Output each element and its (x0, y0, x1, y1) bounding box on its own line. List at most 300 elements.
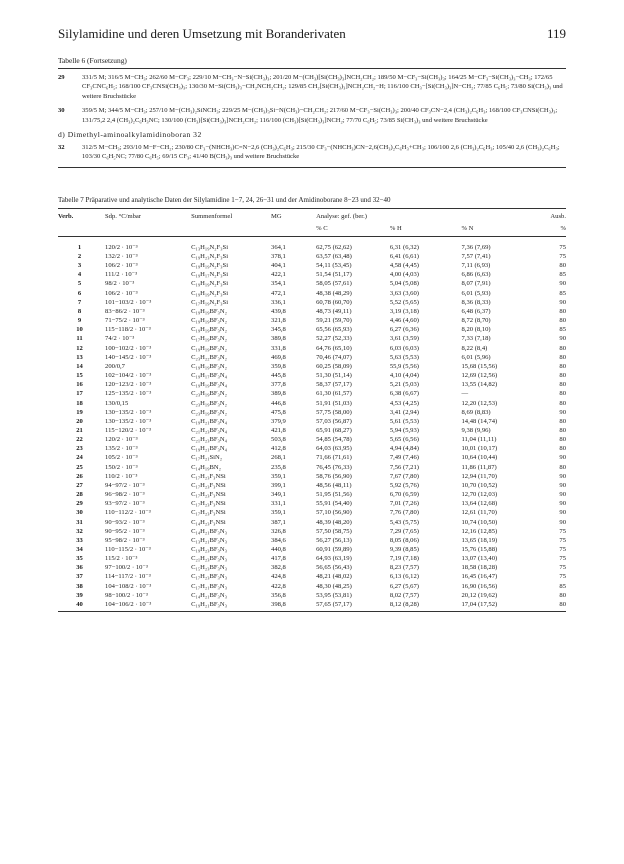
cell-formel: C₂₁H₂₃BF₃N₄ (191, 436, 227, 444)
cell-formel: C₁₉H₁₉BF₃N₂ (191, 317, 227, 325)
cell-c: 54,11 (53,45) (316, 262, 352, 270)
cell-verb: 30 (76, 509, 83, 517)
page-title: Silylamidine und deren Umsetzung mit Boranderivaten (58, 26, 346, 41)
col-header-mg: MG (271, 208, 316, 221)
cell-n: 12,70 (12,03) (461, 491, 498, 499)
cell-ausb: 90 (559, 481, 566, 489)
cell-h: 7,76 (7,80) (389, 509, 419, 517)
compound-number: 30 (58, 107, 65, 115)
cell-verb: 4 (77, 271, 82, 279)
table-row (58, 453, 566, 462)
cell-sdp: 115/2 · 10⁻³ (105, 555, 138, 563)
cell-ausb: 90 (559, 509, 566, 517)
cell-mg: 379,9 (271, 417, 286, 425)
table-row (58, 591, 566, 600)
cell-verb: 21 (76, 426, 83, 434)
cell-formel: C₁₇H₂₃BF₃N₃ (191, 573, 227, 581)
cell-c: 54,85 (54,78) (316, 436, 352, 444)
cell-formel: C₁₉H₁₇BF₃N₄ (191, 372, 227, 380)
cell-verb: 17 (76, 390, 83, 398)
ms-entry (58, 143, 566, 162)
cell-mg: 336,1 (271, 298, 286, 306)
cell-sdp: 130−135/2 · 10⁻³ (105, 408, 152, 416)
cell-verb: 35 (76, 555, 83, 563)
cell-verb: 12 (76, 344, 83, 352)
cell-h: 7,29 (7,65) (389, 527, 419, 535)
table-row (58, 508, 566, 517)
cell-c: 48,30 (48,25) (316, 582, 352, 590)
cell-c: 61,30 (61,57) (316, 390, 352, 398)
cell-verb: 22 (76, 436, 83, 444)
cell-mg: 440,8 (271, 546, 286, 553)
cell-ausb: 75 (559, 536, 566, 544)
table-row (58, 236, 566, 252)
cell-ausb: 75 (559, 253, 566, 260)
cell-ausb: 85 (559, 326, 566, 334)
cell-h: 4,10 (4,04) (389, 372, 419, 380)
cell-ausb: 80 (559, 591, 566, 599)
running-head (58, 26, 566, 50)
cell-c: 64,93 (63,19) (316, 555, 352, 563)
cell-ausb: 80 (559, 381, 566, 389)
table-row (58, 362, 566, 371)
table7-caption: Tabelle 7 Präparative und analytische Daten der Silylamidine 1−7, 24, 26−31 und der Amidinoborane 8−23 und 32−40 (58, 195, 391, 204)
table6-top-rule (58, 68, 566, 69)
cell-formel: C₁₄H₁₉BN₂ (191, 463, 221, 471)
cell-sdp: 104−108/2 · 10⁻³ (105, 582, 152, 590)
cell-formel: C₁₇H₁₉N₂F₃Si (191, 298, 229, 306)
cell-sdp: 101−103/2 · 10⁻³ (105, 298, 152, 306)
cell-sdp: 110−112/2 · 10⁻³ (105, 509, 151, 517)
cell-ausb: 80 (559, 463, 566, 471)
cell-verb: 13 (76, 353, 83, 361)
cell-h: 7,49 (7,46) (389, 454, 419, 462)
cell-n: 8,36 (8,33) (461, 298, 491, 306)
cell-n: 18,58 (18,28) (461, 564, 498, 572)
cell-n: 12,69 (12,56) (461, 372, 498, 380)
table-row (58, 399, 566, 408)
cell-verb: 37 (76, 573, 83, 581)
cell-c: 48,39 (48,20) (316, 518, 352, 526)
cell-n: 17,04 (17,52) (461, 600, 498, 608)
cell-ausb: 80 (559, 372, 566, 380)
cell-mg: 387,1 (271, 518, 286, 526)
table-row (58, 270, 566, 279)
cell-h: 7,67 (7,80) (389, 472, 419, 480)
cell-formel: C₁₄H₂₁BF₃N₃ (191, 591, 227, 599)
cell-formel: C₁₄H₂₁BF₃N₃ (191, 527, 227, 535)
cell-verb: 19 (76, 408, 83, 416)
cell-formel: C₂₁H₂₃BF₃N₄ (191, 426, 227, 434)
cell-c: 48,73 (49,11) (316, 307, 352, 315)
cell-verb: 26 (76, 472, 83, 480)
cell-verb: 6 (77, 289, 82, 297)
ms-entry (58, 73, 566, 101)
cell-sdp: 120/2 · 10⁻³ (105, 243, 138, 251)
cell-formel: C₁₉H₂₁BF₃N₄ (191, 445, 227, 453)
table-row (58, 389, 566, 398)
cell-sdp: 130−135/2 · 10⁻³ (105, 417, 152, 425)
cell-h: 7,01 (7,26) (389, 500, 419, 508)
cell-verb: 16 (76, 381, 83, 389)
cell-sdp: 115−120/2 · 10⁻³ (105, 426, 151, 434)
cell-n: 8,20 (8,10) (461, 326, 491, 334)
cell-mg: 469,8 (271, 353, 286, 361)
cell-c: 65,56 (65,93) (316, 326, 352, 334)
cell-verb: 23 (76, 445, 83, 453)
cell-sdp: 140−145/2 · 10⁻³ (105, 353, 152, 361)
cell-c: 51,30 (51,14) (316, 372, 352, 380)
cell-ausb: 90 (559, 454, 566, 462)
cell-formel: C₁₉H₁₉BF₃N₄ (191, 381, 227, 389)
cell-n: 10,70 (10,52) (461, 481, 498, 489)
cell-verb: 25 (76, 463, 83, 471)
table-row (58, 316, 566, 325)
cell-sdp: 111/2 · 10⁻³ (105, 271, 138, 279)
cell-c: 60,25 (58,09) (316, 362, 352, 370)
cell-mg: 331,1 (271, 500, 286, 508)
table-row (58, 380, 566, 389)
table-row (58, 426, 566, 435)
cell-h: 5,63 (5,53) (389, 353, 419, 361)
cell-c: 55,91 (54,40) (316, 500, 352, 508)
cell-h: 6,38 (6,67) (389, 390, 419, 398)
cell-verb: 32 (76, 527, 83, 535)
cell-mg: 421,8 (271, 426, 286, 434)
table-row (58, 289, 566, 298)
cell-n: 6,01 (5,93) (461, 289, 491, 297)
cell-ausb: 75 (559, 573, 566, 581)
cell-c: 76,45 (76,33) (316, 463, 352, 471)
cell-sdp: 120−123/2 · 10⁻³ (105, 381, 152, 389)
table-row (58, 279, 566, 288)
cell-ausb: 80 (559, 600, 566, 608)
col-header-ausb: Ausb. (535, 208, 566, 221)
table-row (58, 545, 566, 554)
cell-sdp: 90−95/2 · 10⁻³ (105, 527, 145, 535)
cell-formel: C₁₉H₁₉BF₃N₂ (191, 344, 227, 352)
cell-c: 58,76 (56,90) (316, 472, 352, 480)
cell-ausb: 85 (559, 289, 566, 297)
cell-h: 6,27 (6,36) (389, 326, 419, 334)
cell-c: 60,78 (60,70) (316, 298, 352, 306)
cell-c: 71,66 (71,61) (316, 454, 352, 462)
cell-mg: 475,8 (271, 408, 286, 416)
cell-h: 5,92 (5,76) (389, 481, 419, 489)
cell-sdp: 106/2 · 10⁻³ (105, 289, 138, 297)
table-row (58, 325, 566, 334)
table6-entries-d (58, 143, 566, 162)
cell-n: 16,45 (16,47) (461, 573, 498, 581)
cell-verb: 2 (77, 253, 82, 260)
cell-n: 15,76 (15,88) (461, 546, 498, 553)
cell-mg: 404,1 (271, 262, 286, 270)
cell-ausb: 75 (559, 527, 566, 535)
cell-h: 6,70 (6,59) (389, 491, 419, 499)
col-header-sdp: Sdp. °C/mbar (101, 208, 191, 221)
cell-c: 51,54 (51,17) (316, 271, 352, 279)
cell-sdp: 90−93/2 · 10⁻³ (105, 518, 145, 526)
cell-h: 4,46 (4,60) (389, 317, 419, 325)
cell-sdp: 74/2 · 10⁻³ (105, 335, 135, 343)
cell-c: 48,21 (48,02) (316, 573, 352, 581)
cell-ausb: 80 (559, 262, 566, 270)
cell-n: 8,22 (8,4) (461, 344, 488, 352)
cell-formel: C₁₇H₂₃F₃NSi (191, 472, 226, 480)
cell-formel: C₁₉H₁₉N₂F₃Si (191, 262, 229, 270)
ms-fragments: 331/5 M; 316/5 M−CH₃; 262/60 M−CF₃; 229/10 M−CH₃−N−Si(CH₃)₃; 201/20 M−(CH₃)[Si(CH₃)₃]NCH₂CH₂; 189/50 M−CF₃−Si(CH₃)₃; 164/25 M−CF₃−Si(CH₃)₃−CH₃; 172/65 CF₃CNC₆H₅; 168/100 CF₃CNSi(CH₃)₃; 130/30 M−Si(CH₃)₃−CH₂NCH₂CH₂; 129/85 CH₂[Si(CH₃)₃]NCH₂CH₂−H; 116/100 CH₃−[Si(CH₃)₃]N−CH₂; 77/85 C₆H₅; 73/80 Si(CH₃)₃ und weitere Bruchstücke (82, 74, 563, 100)
cell-h: 7,56 (7,21) (389, 463, 419, 471)
cell-h: 3,19 (3,18) (389, 307, 419, 315)
cell-formel: C₁₉H₁₇N₂F₃Si (191, 271, 229, 279)
table-row (58, 472, 566, 481)
cell-mg: 359,1 (271, 472, 286, 480)
cell-n: 10,01 (10,17) (461, 445, 498, 453)
cell-mg: 424,8 (271, 573, 286, 581)
cell-mg: 356,8 (271, 591, 286, 599)
cell-ausb: 80 (559, 317, 566, 325)
cell-ausb: 85 (559, 271, 566, 279)
col-header-analyse: Analyse: gef. (ber.) (316, 208, 535, 221)
cell-c: 59,21 (59,70) (316, 317, 352, 325)
cell-mg: 359,1 (271, 509, 286, 517)
cell-formel: C₁₇H₂₃F₃NSi (191, 500, 226, 508)
table-row (58, 417, 566, 426)
table-row (58, 481, 566, 490)
cell-c: 57,50 (58,75) (316, 527, 352, 535)
cell-h: 8,05 (8,06) (389, 536, 419, 544)
cell-verb: 39 (76, 591, 83, 599)
col-header-verb: Verb. (58, 208, 101, 221)
cell-mg: 268,1 (271, 454, 286, 462)
cell-mg: 331,8 (271, 344, 286, 352)
cell-mg: 321,8 (271, 317, 286, 325)
cell-n: 13,64 (12,68) (461, 500, 498, 508)
cell-n: 10,74 (10,50) (461, 518, 498, 526)
cell-verb: 15 (76, 372, 83, 380)
cell-h: 6,31 (6,32) (389, 243, 419, 251)
cell-sdp: 120/2 · 10⁻³ (105, 436, 138, 444)
cell-sdp: 130/0,15 (105, 399, 129, 407)
cell-ausb: 90 (559, 298, 566, 306)
table-row (58, 252, 566, 261)
cell-n: 9,38 (9,96) (461, 426, 491, 434)
cell-mg: 382,8 (271, 564, 286, 572)
cell-c: 57,75 (58,00) (316, 408, 352, 416)
cell-sdp: 105/2 · 10⁻³ (105, 454, 138, 462)
cell-mg: 364,1 (271, 243, 286, 251)
cell-mg: 439,8 (271, 307, 286, 315)
table-row (58, 334, 566, 343)
cell-sdp: 98/2 · 10⁻³ (105, 280, 135, 288)
table-row (58, 499, 566, 508)
cell-h: 8,02 (7,57) (389, 591, 419, 599)
cell-sdp: 71−75/2 · 10⁻³ (105, 317, 145, 325)
cell-n: 20,12 (19,62) (461, 591, 498, 599)
section-heading: d) Dimethyl-aminoalkylamidinoboran 32 (58, 130, 202, 140)
cell-formel: C₁₇H₂₃F₃NSi (191, 481, 226, 489)
cell-verb: 29 (76, 500, 83, 508)
cell-verb: 8 (77, 307, 82, 315)
cell-formel: C₁₇H₂₃F₃NSi (191, 509, 226, 517)
table-row (58, 563, 566, 572)
cell-mg: 377,8 (271, 381, 286, 389)
cell-formel: C₂₃H₁₉BF₃N₂ (191, 399, 227, 407)
cell-h: 4,94 (4,84) (389, 445, 419, 453)
ms-fragments: 359/5 M; 344/5 M−CH₃; 257/10 M−(CH₃)₂SiNCH₃; 229/25 M−(CH₃)₃Si−N(CH₃)−CH₂CH₂; 217/60 M−CF₃−Si(CH₃)₃; 200/40 CF₃CN−2,4 (CH₃)₂C₆H₃; 168/100 CF₃CNSi(CH₃)₃; 131/75,2 2,4 (CH₃)₂C₆H₃NC; 130/100 (CH₃)[Si(CH₃)₃]NCH₂CH₂; 116/100 (CH₃)[Si(CH₃)₃]NCH₂; 77/70 C₆H₅; 73/85 Si(CH₃)₃ und weitere Bruchstücke (82, 107, 558, 124)
cell-verb: 24 (76, 454, 83, 462)
cell-sdp: 104−106/2 · 10⁻³ (105, 600, 152, 608)
cell-h: 3,61 (3,59) (389, 335, 419, 343)
cell-c: 48,38 (48,29) (316, 289, 352, 297)
compound-number: 32 (58, 144, 65, 152)
cell-h: 7,19 (7,18) (389, 555, 419, 563)
cell-mg: 422,1 (271, 271, 286, 279)
cell-mg: 399,1 (271, 481, 286, 489)
cell-sdp: 132/2 · 10⁻³ (105, 253, 138, 260)
cell-mg: 378,1 (271, 253, 286, 260)
cell-sdp: 100−102/2 · 10⁻³ (105, 344, 152, 352)
cell-mg: 445,8 (271, 372, 286, 380)
cell-mg: 384,6 (271, 536, 286, 544)
table-row (58, 600, 566, 609)
table7-body (58, 236, 566, 609)
cell-ausb: 80 (559, 445, 566, 453)
cell-h: 5,94 (5,93) (389, 426, 419, 434)
table-row (58, 298, 566, 307)
cell-h: 3,63 (3,60) (389, 289, 419, 297)
table-row (58, 582, 566, 591)
cell-ausb: 85 (559, 582, 566, 590)
cell-n: 11,86 (11,87) (461, 463, 497, 471)
cell-sdp: 95−98/2 · 10⁻³ (105, 536, 145, 544)
table7 (58, 208, 566, 609)
journal-page (58, 26, 566, 612)
cell-sdp: 125−135/2 · 10⁻³ (105, 390, 152, 398)
cell-verb: 40 (76, 600, 83, 608)
cell-verb: 34 (76, 546, 83, 553)
cell-verb: 20 (76, 417, 83, 425)
cell-ausb: 80 (559, 307, 566, 315)
cell-ausb: 75 (559, 564, 566, 572)
cell-c: 65,91 (68,27) (316, 426, 352, 434)
cell-n: 12,20 (12,53) (461, 399, 498, 407)
cell-formel: C₁₉H₂₁BF₃N₃ (191, 600, 227, 608)
cell-formel: C₁₉H₁₉N₂F₃Si (191, 289, 229, 297)
cell-ausb: 90 (559, 280, 566, 288)
cell-sdp: 97−100/2 · 10⁻³ (105, 564, 148, 572)
cell-ausb: 80 (559, 426, 566, 434)
cell-c: 62,75 (62,62) (316, 243, 352, 251)
cell-ausb: 75 (559, 546, 566, 553)
cell-n: 13,65 (18,19) (461, 536, 498, 544)
cell-sdp: 98−100/2 · 10⁻³ (105, 591, 148, 599)
cell-c: 57,03 (56,87) (316, 417, 352, 425)
cell-n: 7,11 (6,93) (461, 262, 491, 270)
cell-formel: C₁₇H₂₁SiN₂ (191, 454, 223, 462)
cell-verb: 38 (76, 582, 83, 590)
cell-formel: C₁₉H₁₉BF₃N₂ (191, 362, 227, 370)
cell-c: 56,65 (56,43) (316, 564, 352, 572)
cell-ausb: 90 (559, 500, 566, 508)
cell-h: 5,61 (5,53) (389, 417, 419, 425)
cell-mg: 354,1 (271, 280, 286, 288)
cell-formel: C₁₉H₂₃BF₃N₃ (191, 546, 227, 553)
cell-formel: C₁₉H₂₃N₂F₃Si (191, 253, 229, 260)
cell-sdp: 83−86/2 · 10⁻³ (105, 307, 145, 315)
cell-formel: C₂₃H₁₉BF₃N₂ (191, 408, 227, 416)
col-header-n: % N (462, 221, 536, 237)
ms-fragments: 312/5 M−CH₃; 293/10 M−F−CH₂; 230/80 CF₃−(NHCH₃)C=N−2,6 (CH₃)₂C₆H₃; 215/30 CF₃−(NHCH₃)CN−2,6(CH₃)₂C₆H₃+CH₃; 106/100 2,6 (CH₃)₂C₆H₃; 105/40 2,6 (CH₃)₂C₆H₃; 103/30 C₆H₅NC; 77/80 C₆H₅; 69/15 CF₃; 41/40 B(CH₃)₃ und weitere Bruchstücke (82, 144, 560, 161)
cell-verb: 5 (77, 280, 82, 288)
cell-h: 8,12 (8,28) (389, 600, 419, 608)
table6-caption: Tabelle 6 (Fortsetzung) (58, 56, 127, 65)
cell-verb: 27 (76, 481, 83, 489)
cell-c: 57,65 (57,17) (316, 600, 352, 608)
cell-n: 10,64 (10,44) (461, 454, 498, 462)
cell-c: 48,56 (48,11) (316, 481, 352, 489)
table-row (58, 261, 566, 270)
page-number: 119 (546, 26, 566, 41)
cell-c: 70,46 (74,07) (316, 353, 352, 361)
cell-ausb: 80 (559, 436, 566, 444)
table-row (58, 527, 566, 536)
cell-ausb: 80 (559, 390, 566, 398)
cell-ausb: 90 (559, 472, 566, 480)
cell-verb: 36 (76, 564, 83, 572)
table-row (58, 353, 566, 362)
cell-ausb: 80 (559, 344, 566, 352)
cell-formel: C₁₃H₂₁BF₃N₃ (191, 536, 227, 544)
table-row (58, 307, 566, 316)
table-row (58, 444, 566, 453)
cell-c: 51,95 (51,56) (316, 491, 352, 499)
cell-verb: 31 (76, 518, 83, 526)
cell-sdp: 150/2 · 10⁻³ (105, 463, 138, 471)
cell-mg: 398,8 (271, 600, 286, 608)
cell-verb: 33 (76, 536, 83, 544)
cell-c: 58,05 (57,61) (316, 280, 352, 288)
cell-h: 4,53 (4,25) (389, 399, 419, 407)
table7-bottom-rule (58, 611, 566, 612)
cell-sdp: 110−115/2 · 10⁻³ (105, 546, 151, 553)
cell-ausb: 80 (559, 417, 566, 425)
cell-h: 5,65 (6,56) (389, 436, 419, 444)
cell-n: 8,72 (8,70) (461, 317, 491, 325)
cell-mg: 326,8 (271, 527, 286, 535)
table-row (58, 408, 566, 417)
cell-sdp: 115−118/2 · 10⁻³ (105, 326, 151, 334)
cell-verb: 18 (76, 399, 83, 407)
cell-n: 11,04 (11,11) (461, 436, 497, 444)
cell-ausb: 75 (559, 555, 566, 563)
cell-formel: C₁₅H₂₃BF₃N₃ (191, 564, 227, 572)
cell-formel: C₁₇H₁₉BF₃N₂ (191, 335, 227, 343)
cell-h: 4,58 (4,45) (389, 262, 419, 270)
cell-ausb: 75 (559, 243, 566, 251)
cell-h: 6,41 (6,61) (389, 253, 419, 260)
cell-verb: 28 (76, 491, 83, 499)
table-row (58, 536, 566, 545)
cell-h: 6,13 (6,12) (389, 573, 419, 581)
cell-mg: 345,8 (271, 326, 286, 334)
cell-verb: 10 (76, 326, 83, 334)
cell-sdp: 114−117/2 · 10⁻³ (105, 573, 151, 581)
table6-bottom-rule (58, 167, 566, 168)
col-header-h: % H (390, 221, 462, 237)
col-header-formel: Summenformel (191, 208, 271, 221)
cell-verb: 3 (77, 262, 82, 270)
